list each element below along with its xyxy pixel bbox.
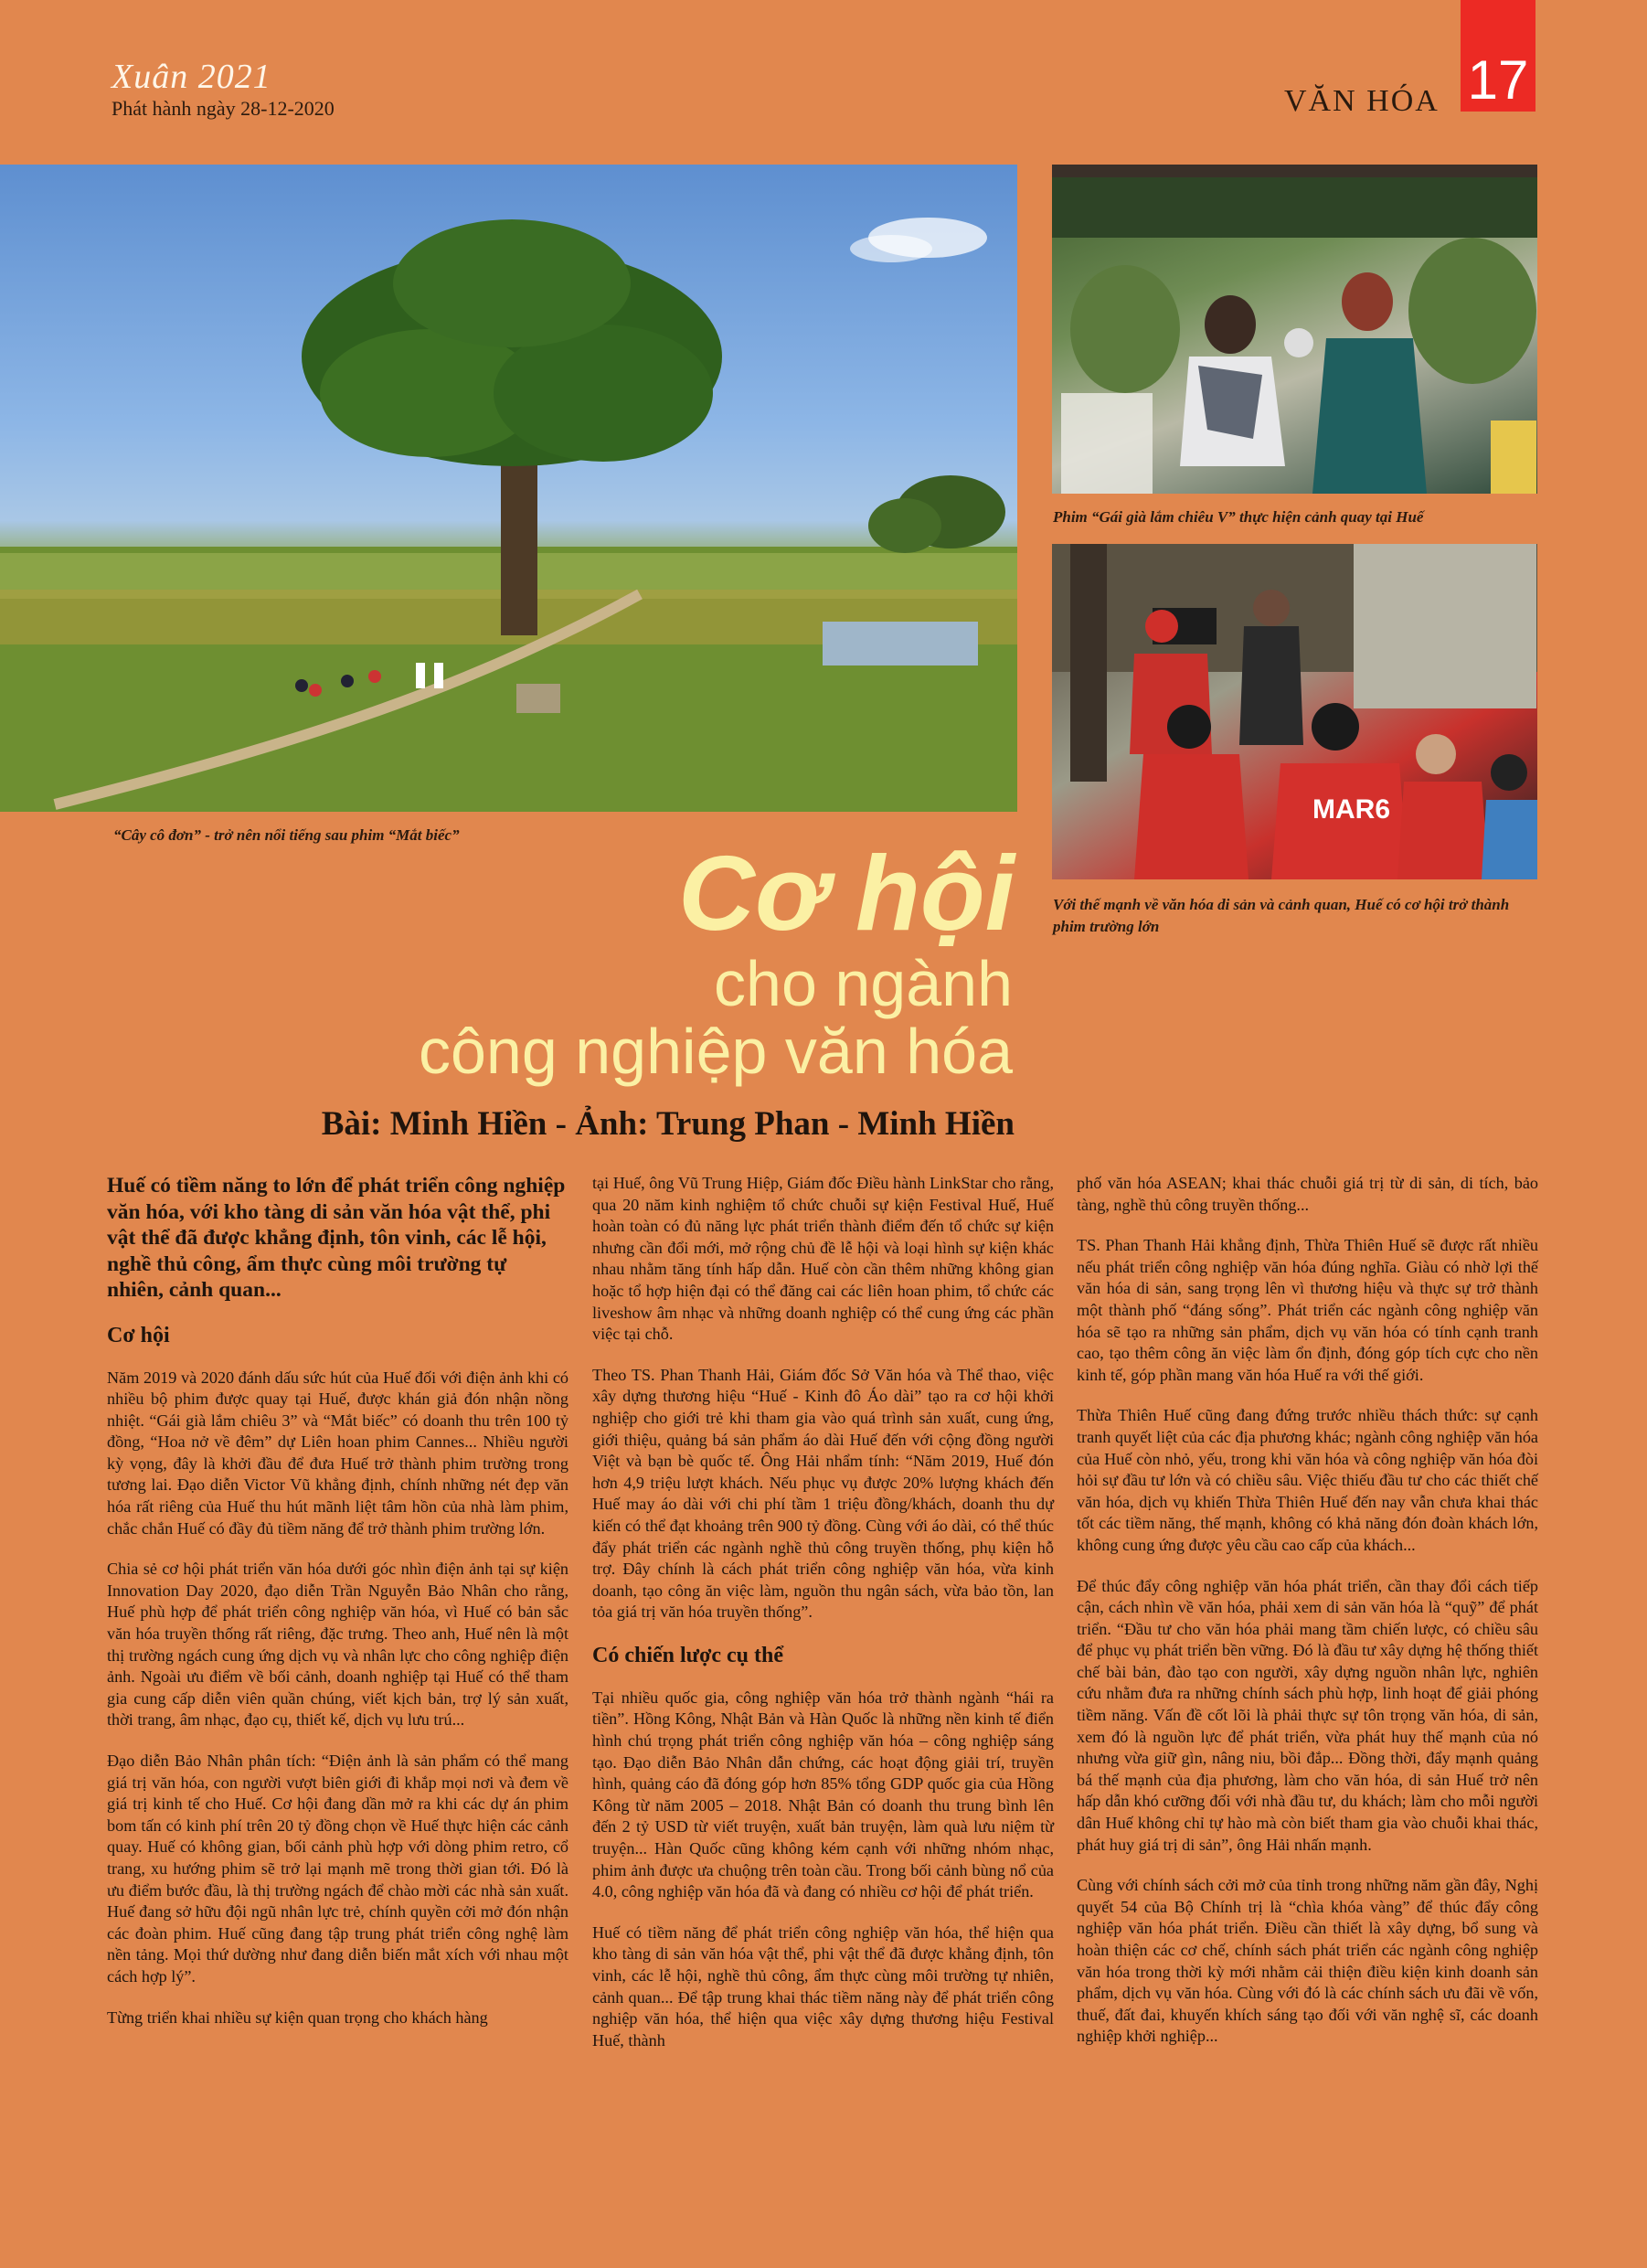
paragraph: phố văn hóa ASEAN; khai thác chuỗi giá trị từ di sản, di tích, bảo tàng, nghề thủ công truyền thống... (1077, 1174, 1538, 1214)
caption-film-crew: Với thế mạnh về văn hóa di sản và cảnh quan, Huế có cơ hội trở thành phim trường lớn (1053, 896, 1510, 935)
paragraph: TS. Phan Thanh Hải khẳng định, Thừa Thiên Huế sẽ được rất nhiều nếu phát triển công nghiệp văn hóa đúng nghĩa. Giàu có nhờ lợi thế văn hóa di sản, sang trọng lên vì thương hiệu và thực sự trở thành một thành phố “đáng sống”. Phát triển các ngành công nghiệp văn hóa sẽ tạo ra những sản phẩm, dịch vụ văn hóa có tính cạnh tranh cao, tạo thêm công ăn việc làm ổn định, đóng góp tích cực cho nền kinh tế, góp phần mang văn hóa Huế ra với thế giới. (1077, 1236, 1538, 1384)
paragraph: tại Huế, ông Vũ Trung Hiệp, Giám đốc Điều hành LinkStar cho rằng, qua 20 năm kinh nghiệm tổ chức chuỗi sự kiện Festival Huế, Huế hoàn toàn có đủ năng lực phát triển thành điểm đến tổ chức sự kiện nhưng cần đổi mới, mở rộng chủ đề lễ hội và loại hình sự kiện khác nhau nhằm tăng tính hấp dẫn. Huế còn cần thêm những không gian hoặc tổ hợp hiện đại có thể đăng cai các liên hoan phim, tổ chức các liveshow âm nhạc và những doanh nghiệp có thể cung ứng các phần việc tại chỗ. (592, 1174, 1054, 1344)
title-line-3: công nghiệp văn hóa (419, 1016, 1013, 1087)
paragraph: Thừa Thiên Huế cũng đang đứng trước nhiều thách thức: sự cạnh tranh quyết liệt của các địa phương khác; ngành công nghiệp văn hóa của Huế còn nhỏ, yếu, trong khi văn hóa và công nghiệp văn hóa đòi hỏi sự đầu tư lớn và có chiều sâu. Việc thiếu đầu tư cho các thiết chế văn hóa, dịch vụ khiến Thừa Thiên Huế đến nay vẫn chưa khai thác tốt các tiềm năng, thế mạnh, không có khả năng đón đoàn khách lớn, không cung ứng được yêu cầu cao cấp của khách... (1077, 1406, 1538, 1554)
paragraph: Theo TS. Phan Thanh Hải, Giám đốc Sở Văn hóa và Thể thao, việc xây dựng thương hiệu “Huế - Kinh đô Áo dài” tạo ra cơ hội khởi nghiệp cho giới trẻ khi tham gia vào quá trình sản xuất, cung ứng, giới thiệu, quảng bá sản phẩm áo dài Huế đến với cộng đồng người Việt và bạn bè quốc tế. Ông Hải nhẩm tính: “Năm 2019, Huế đón hơn 4,9 triệu lượt khách. Nếu phục vụ được 20% lượng khách đến Huế may áo dài với chi phí tầm 1 triệu đồng/khách, doanh thu dự kiến có thể đạt khoảng trên 900 tỷ đồng. Cùng với áo dài, có thể thúc đẩy phát triển các ngành nghề thủ công truyền thống, phụ kiện hỗ trợ. Đây chính là cách phát triển công nghiệp văn hóa, vừa kinh doanh, tạo công ăn việc làm, nguồn thu ngân sách, vừa bảo tồn, lan tỏa giá trị văn hóa truyền thống”. (592, 1365, 1054, 1622)
paragraph: Để thúc đẩy công nghiệp văn hóa phát triển, cần thay đổi cách tiếp cận, cách nhìn về văn hóa, phải xem di sản văn hóa là “quỹ” để phát triển. “Đầu tư cho văn hóa phải mang tầm chiến lược, có chiều sâu để phục vụ phát triển bền vững. Đó là đầu tư xây dựng hệ thống thiết chế bài bản, đào tạo con người, xây dựng nguồn nhân lực, nghiên cứu nhằm đưa ra những chính sách phù hợp, linh hoạt để giải phóng tiềm năng. Vấn đề cốt lõi là phải thực sự tôn trọng văn hóa, di sản, xem đó là nguồn lực để phát triển, vừa phát huy thế mạnh của nó nhưng vừa giữ gìn, nâng niu, bồi đắp... Đồng thời, đẩy mạnh quảng bá thế mạnh của địa phương, làm cho văn hóa, di sản Huế trở nên hấp dẫn khó cưỡng đối với nhà đầu tư, du khách; làm cho mỗi người dân Huế không chỉ tự hào mà còn biết tham gia vào chuỗi khai thác, phát huy giá trị di sản”, ông Hải nhấn mạnh. (1077, 1576, 1538, 1854)
paragraph: Đạo diễn Bảo Nhân phân tích: “Điện ảnh là sản phẩm có thể mang giá trị văn hóa, con người vượt biên giới đi khắp mọi nơi và đem về giá trị kinh tế cho Huế. Cơ hội đang dần mở ra khi các dự án phim bom tấn có kinh phí trên 20 tỷ đồng chọn về Huế thực hiện các cảnh quay. Huế có không gian, bối cảnh phù hợp với dòng phim retro, cổ trang, xu hướng phim sẽ trở lại mạnh mẽ trong thời gian tới. Đó là ưu điểm bước đầu, là thị trường ngách để chào mời các nhà sản xuất. Huế đang sở hữu đội ngũ nhân lực trẻ, chính quyền cởi mở đón nhận các đoàn phim. Huế cũng đang tập trung phát triển công nghệ làm nền tảng. Mọi thứ dường như đang diễn biến mắt xích với nhau một cách hợp lý”. (107, 1752, 568, 1986)
article-column-1 (107, 1173, 568, 2048)
photo-film-crew (1052, 544, 1537, 879)
page-number: 17 (1467, 49, 1529, 111)
title-line-2: cho ngành (714, 948, 1013, 1019)
section-label: VĂN HÓA (1284, 84, 1440, 118)
article-column-2 (592, 1173, 1054, 2071)
photo-film-set (1052, 165, 1537, 494)
paragraph: Từng triển khai nhiều sự kiện quan trọng cho khách hàng (107, 2007, 488, 2027)
issue-date: Phát hành ngày 28-12-2020 (112, 97, 335, 120)
heading-strategy: Có chiến lược cụ thể (592, 1643, 784, 1667)
paragraph: Năm 2019 và 2020 đánh dấu sức hút của Huế đối với điện ảnh khi có nhiều bộ phim được quay tại Huế, được khán giả đón nhận nồng nhiệt. “Gái già lắm chiêu 3” và “Mắt biếc” có doanh thu trên 100 tỷ đồng, “Hoa nở về đêm” dự Liên hoan phim Cannes... Nhiều người kỳ vọng, đây là khởi đầu để đưa Huế trở thành phim trường trong tương lai. Đạo diễn Victor Vũ khẳng định, chính những nét đẹp văn hóa rất riêng của Huế thu hút mãnh liệt tâm hồn của nhà làm phim, chắc chắn Huế có đầy đủ tiềm năng để trở thành phim trường lớn. (107, 1368, 568, 1538)
paragraph: Chia sẻ cơ hội phát triển văn hóa dưới góc nhìn điện ảnh tại sự kiện Innovation Day 2020, đạo diễn Trần Nguyễn Bảo Nhân cho rằng, Huế phù hợp để phát triển công nghiệp văn hóa, vì Huế có bản sắc văn hóa truyền thống rất riêng, đặc trưng. Theo anh, Huế nên là một thị trường ngách cung ứng dịch vụ và nhân lực cho công nghiệp điện ảnh. Ngoài ưu điểm về bối cảnh, doanh nghiệp tại Huế có thể tham gia cung cấp diễn viên quần chúng, viết kịch bản, trợ lý sản xuất, thời trang, âm nhạc, đạo cụ, thiết kế, dịch vụ lưu trú... (107, 1560, 568, 1730)
crew-shirt-text: MAR6 (1312, 794, 1391, 825)
photo-lone-tree (0, 165, 1017, 812)
byline: Bài: Minh Hiền - Ảnh: Trung Phan - Minh Hiền (321, 1105, 1015, 1143)
caption-film-set: Phim “Gái già lắm chiêu V” thực hiện cảnh quay tại Huế (1053, 508, 1424, 526)
film-set-illustration (1052, 165, 1537, 494)
issue-label: Xuân 2021 (112, 58, 271, 96)
film-crew-illustration (1052, 544, 1537, 879)
title-main: Cơ hội (678, 834, 1015, 953)
paragraph: Cùng với chính sách cởi mở của tỉnh trong những năm gần đây, Nghị quyết 54 của Bộ Chính trị là “chìa khóa vàng” để thúc đẩy công nghiệp văn hóa phát triển. Điều cần thiết là xây dựng, bổ sung và hoàn thiện các cơ chế, chính sách phát triển các ngành công nghiệp văn hóa trong thời kỳ mới nhằm cải thiện điều kiện kinh doanh sản phẩm, dịch vụ văn hóa. Cùng với đó là các chính sách ưu đãi về vốn, thuế, đất đai, khuyến khích sáng tạo đối với văn nghệ sĩ, các doanh nghiệp khởi nghiệp... (1077, 1876, 1538, 2046)
caption-tree: “Cây cô đơn” - trở nên nổi tiếng sau phim “Mắt biếc” (113, 826, 460, 844)
paragraph: Huế có tiềm năng để phát triển công nghiệp văn hóa, thể hiện qua kho tàng di sản văn hóa vật thể, phi vật thể đã được khẳng định, tôn vinh, các lễ hội, nghề thủ công, ẩm thực cùng môi trường tự nhiên, cảnh quan... Để tập trung khai thác tiềm năng này để phát triển công nghiệp văn hóa, thể hiện qua việc xây dựng thương hiệu Festival Huế, thành (592, 1922, 1054, 2050)
paragraph: Tại nhiều quốc gia, công nghiệp văn hóa trở thành ngành “hái ra tiền”. Hồng Kông, Nhật Bản và Hàn Quốc là những nền kinh tế điển hình chú trọng phát triển công nghiệp văn hóa – công nghiệp sáng tạo. Đạo diễn Bảo Nhân dẫn chứng, các hoạt động giải trí, truyền hình, quảng cáo đã đóng góp hơn 85% tổng GDP quốc gia của Hồng Kông từ năm 2005 – 2018. Nhật Bản có doanh thu trung bình lên đến 2 tỷ USD từ viết truyện, xuất bản truyện, làm quà lưu niệm từ truyện... Hàn Quốc cũng không kém cạnh với những nhóm nhạc, phim ảnh được ưa chuộng trên toàn cầu. Trong bối cảnh bùng nổ của 4.0, công nghiệp văn hóa đã và đang có nhiều cơ hội để phát triển. (592, 1688, 1054, 1901)
article-column-3 (1077, 1173, 1538, 2067)
article-lede: Huế có tiềm năng to lớn để phát triển công nghiệp văn hóa, với kho tàng di sản văn hóa vật thể, phi vật thể đã được khẳng định, tôn vinh, các lễ hội, nghề thủ công, ẩm thực cùng môi trường tự nhiên, cảnh quan... (107, 1174, 566, 1302)
lone-tree-illustration (0, 165, 1017, 812)
heading-opportunity: Cơ hội (107, 1323, 170, 1347)
